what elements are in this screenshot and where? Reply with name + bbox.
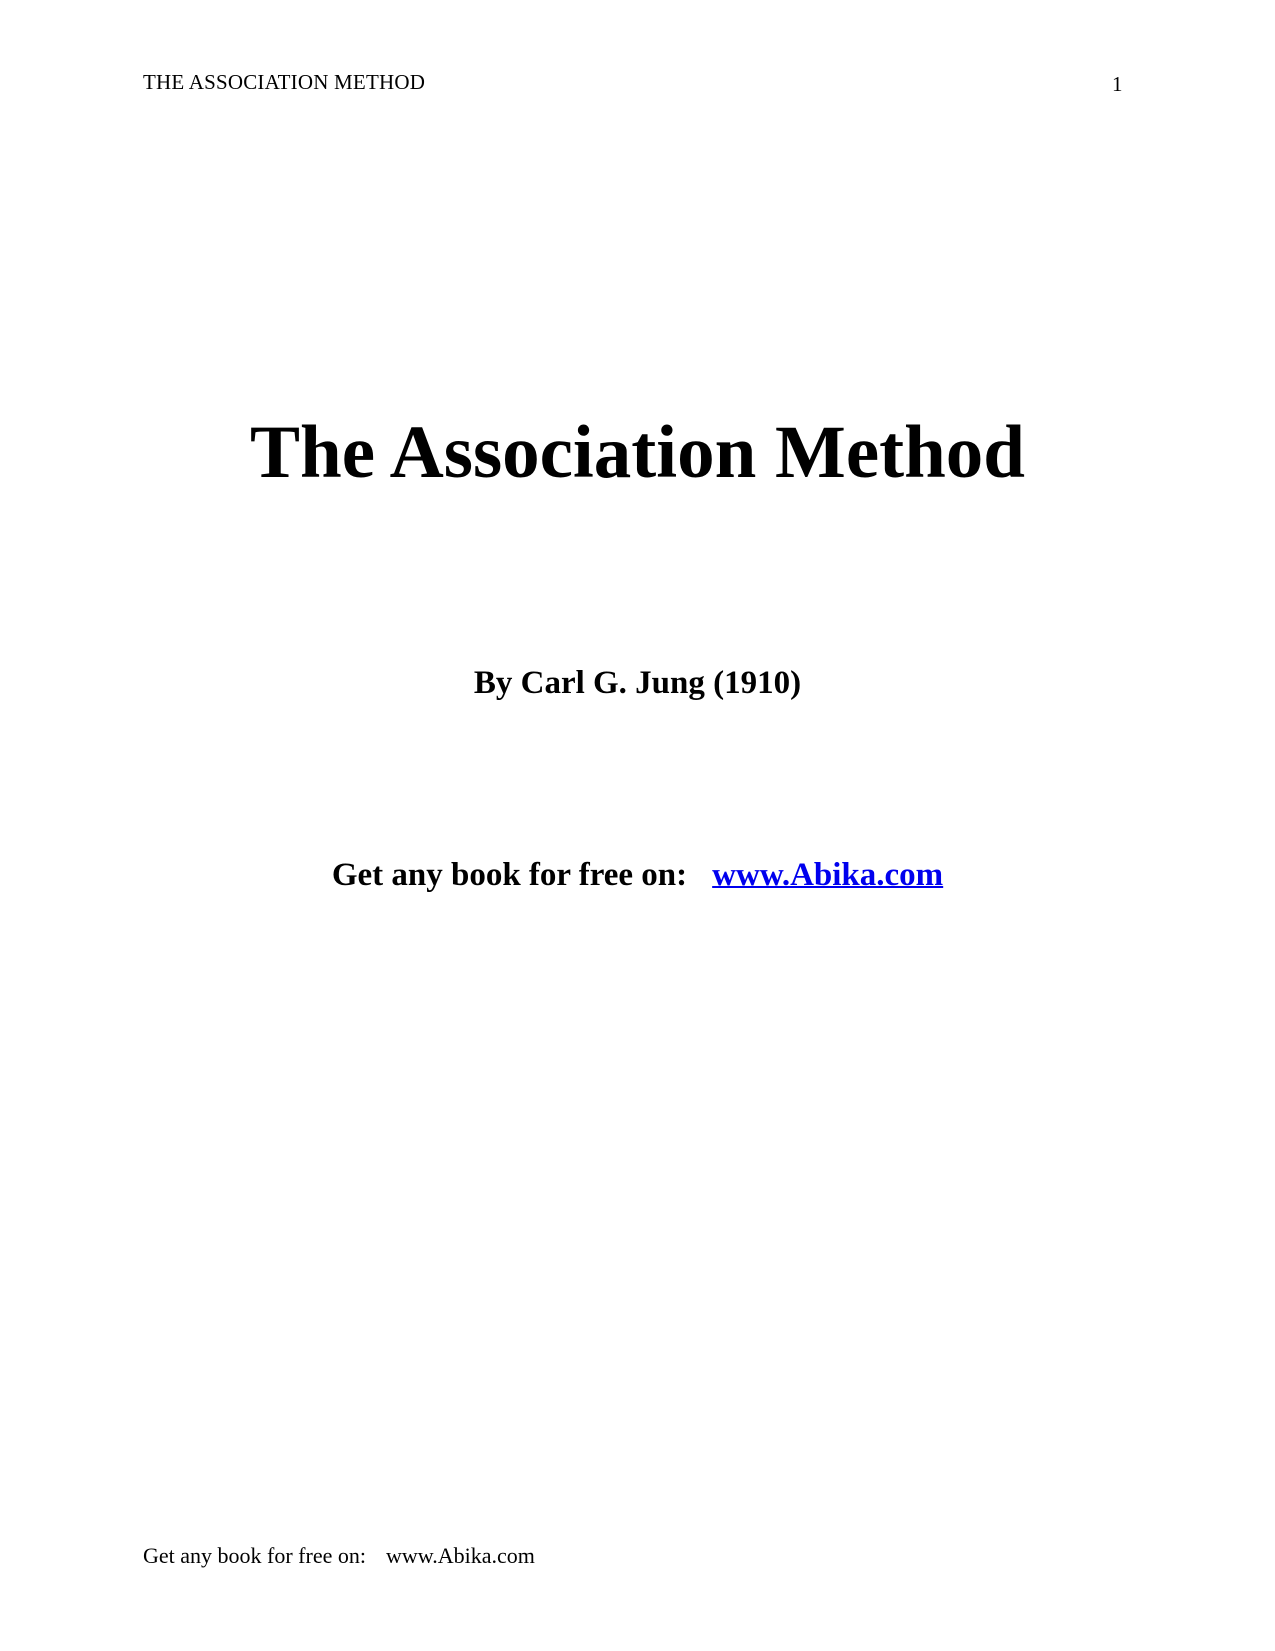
author-byline: By Carl G. Jung (1910) — [473, 665, 802, 701]
footer-url: www.Abika.com — [385, 1543, 535, 1568]
footer-label: Get any book for free on: — [143, 1543, 366, 1568]
page-footer — [143, 1545, 535, 1567]
promo-line — [0, 859, 1275, 892]
page-number: 1 — [1112, 72, 1123, 96]
document-title: The Association Method — [249, 411, 1026, 494]
running-header-title: THE ASSOCIATION METHOD — [143, 70, 426, 94]
abika-link[interactable]: www.Abika.com — [712, 857, 944, 893]
promo-label: Get any book for free on: — [331, 857, 688, 893]
